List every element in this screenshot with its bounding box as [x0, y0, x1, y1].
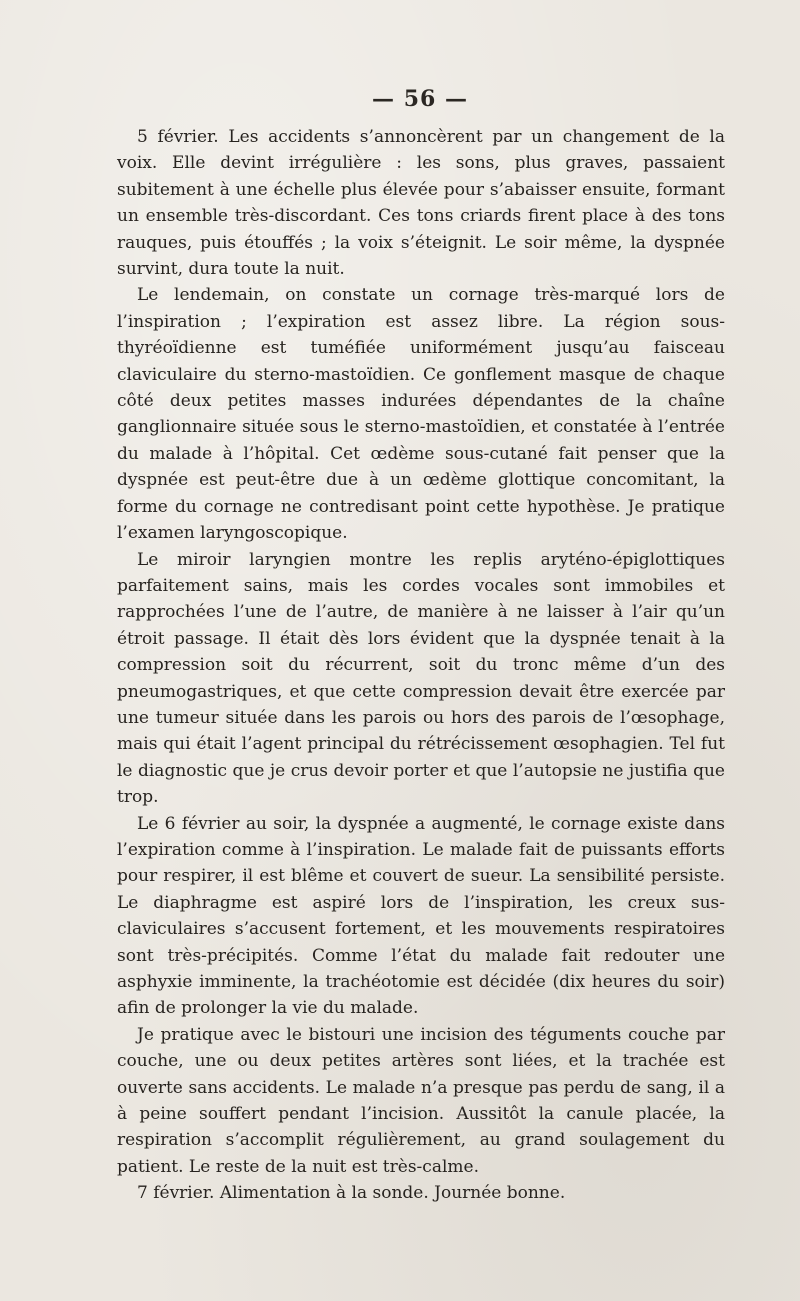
paragraph-lendemain: Le lendemain, on constate un cornage très-marqué lors de l’inspiration ; l’expiration est assez libre. La région sous-thyréoïdienne est tuméfiée uniformément jusqu’au faisceau claviculaire du sterno-mastoïdien. Ce gonflement masque de chaque côté deux petites masses indurées dépendantes de la chaîne ganglionnaire située sous le sterno-mastoïdien, et constatée à l’entrée du malade à l’hôpital. Cet œdème sous-cutané fait penser que la dyspnée est peut-être due à un œdème glottique concomitant, la forme du cornage ne contredisant point cette hypothèse. Je pratique l’examen laryngoscopique. [117, 285, 725, 544]
paragraph-5-fevrier: 5 février. Les accidents s’annoncèrent par un changement de la voix. Elle devint irrégulière : les sons, plus graves, passaient subitement à une échelle plus élevée pour s’abaisser ensuite, formant un ensemble très-discordant. Ces tons criards firent place à des tons rauques, puis étouffés ; la voix s’éteignit. Le soir même, la dyspnée survint, dura toute la nuit. [117, 127, 725, 280]
body-text [117, 124, 725, 1207]
paragraph-incision: Je pratique avec le bistouri une incision des téguments couche par couche, une ou deux petites artères sont liées, et la trachée est ouverte sans accidents. Le malade n’a presque pas perdu de sang, il a à peine souffert pendant l’incision. Aussitôt la canule placée, la respiration s’accomplit régulièrement, au grand soulagement du patient. Le reste de la nuit est très-calme. [117, 1024, 725, 1177]
paragraph-6-fevrier: Le 6 février au soir, la dyspnée a augmenté, le cornage existe dans l’expiration comme à l’inspiration. Le malade fait de puissants efforts pour respirer, il est blême et couvert de sueur. La sensibilité persiste. Le diaphragme est aspiré lors de l’inspiration, les creux sus-claviculaires s’accusent fortement, et les mouvements respiratoires sont très-précipités. Comme l’état du malade fait redouter une asphyxie imminente, la trachéotomie est décidée (dix heures du soir) afin de prolonger la vie du malade. [117, 813, 725, 1019]
page-number: — 56 — [372, 86, 468, 112]
paragraph-7-fevrier: 7 février. Alimentation à la sonde. Journée bonne. [137, 1183, 566, 1204]
paragraph-miroir-laryngien: Le miroir laryngien montre les replis aryténo-épiglottiques parfaitement sains, mais les cordes vocales sont immobiles et rapprochées l’une de l’autre, de manière à ne laisser à l’air qu’un étroit passage. Il était dès lors évident que la dyspnée tenait à la compression soit du récurrent, soit du tronc même d’un des pneumogastriques, et que cette compression devait être exercée par une tumeur située dans les parois ou hors des parois de l’œsophage, mais qui était l’agent principal du rétrécissement œsophagien. Tel fut le diagnostic que je crus devoir porter et que l’autopsie ne justifia que trop. [117, 549, 725, 808]
